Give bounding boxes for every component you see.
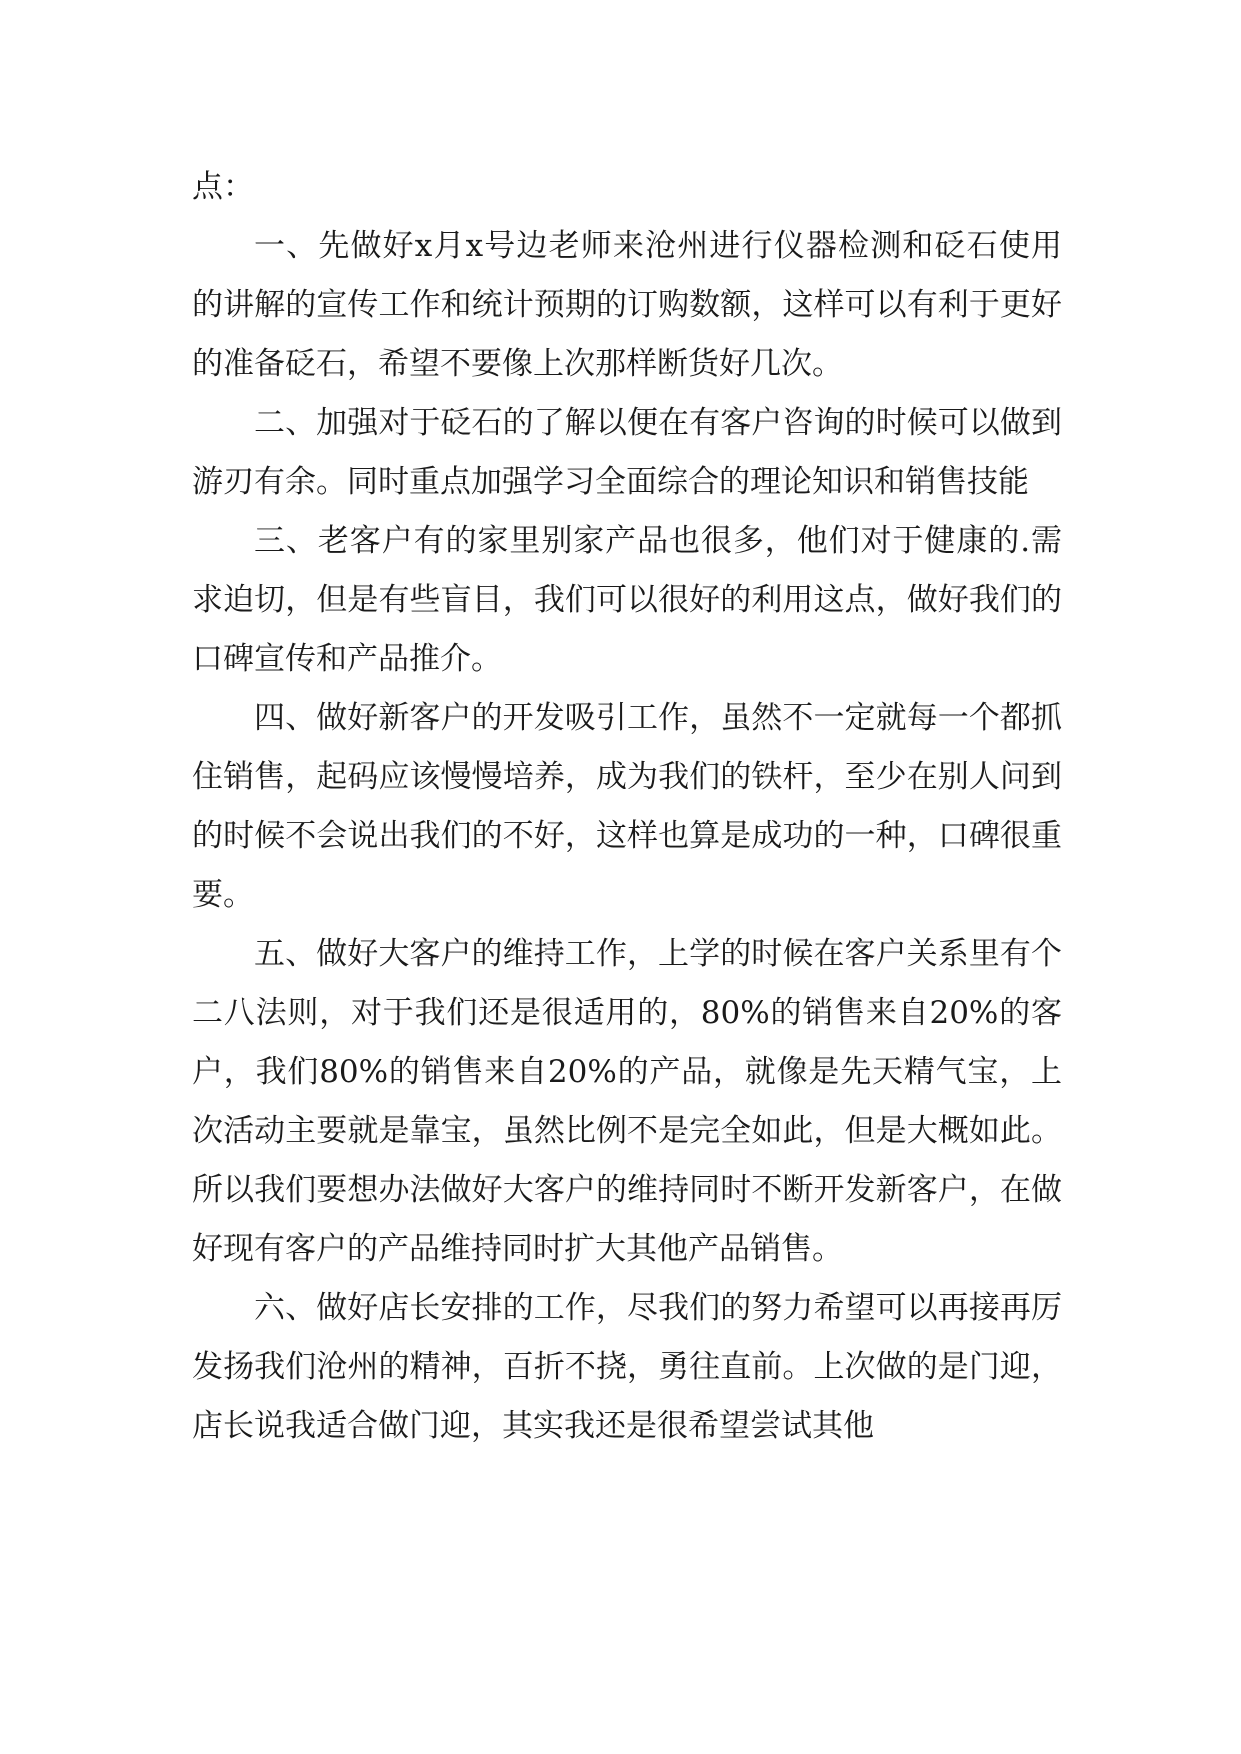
paragraph-item-6: 六、做好店长安排的工作，尽我们的努力希望可以再接再厉发扬我们沧州的精神，百折不挠，勇往直前。上次做的是门迎，店长说我适合做门迎，其实我还是很希望尝试其他 xyxy=(192,1290,1062,1444)
paragraph-item-2: 二、加强对于砭石的了解以便在有客户咨询的时候可以做到游刃有余。同时重点加强学习全面综合的理论知识和销售技能 xyxy=(192,405,1062,500)
document-body xyxy=(192,158,1062,1456)
paragraph-item-3: 三、老客户有的家里别家产品也很多，他们对于健康的.需求迫切，但是有些盲目，我们可以很好的利用这点，做好我们的口碑宣传和产品推介。 xyxy=(192,523,1062,677)
paragraph-item-4: 四、做好新客户的开发吸引工作，虽然不一定就每一个都抓住销售，起码应该慢慢培养，成为我们的铁杆，至少在别人问到的时候不会说出我们的不好，这样也算是成功的一种，口碑很重要。 xyxy=(192,700,1062,913)
paragraph-item-5: 五、做好大客户的维持工作，上学的时候在客户关系里有个二八法则，对于我们还是很适用的，80%的销售来自20%的客户，我们80%的销售来自20%的产品，就像是先天精气宝，上次活动主要就是靠宝，虽然比例不是完全如此，但是大概如此。所以我们要想办法做好大客户的维持同时不断开发新客户，在做好现有客户的产品维持同时扩大其他产品销售。 xyxy=(192,936,1062,1267)
paragraph-item-1: 一、先做好x月x号边老师来沧州进行仪器检测和砭石使用的讲解的宣传工作和统计预期的订购数额，这样可以有利于更好的准备砭石，希望不要像上次那样断货好几次。 xyxy=(192,228,1062,382)
paragraph-continuation: 点： xyxy=(192,169,254,205)
